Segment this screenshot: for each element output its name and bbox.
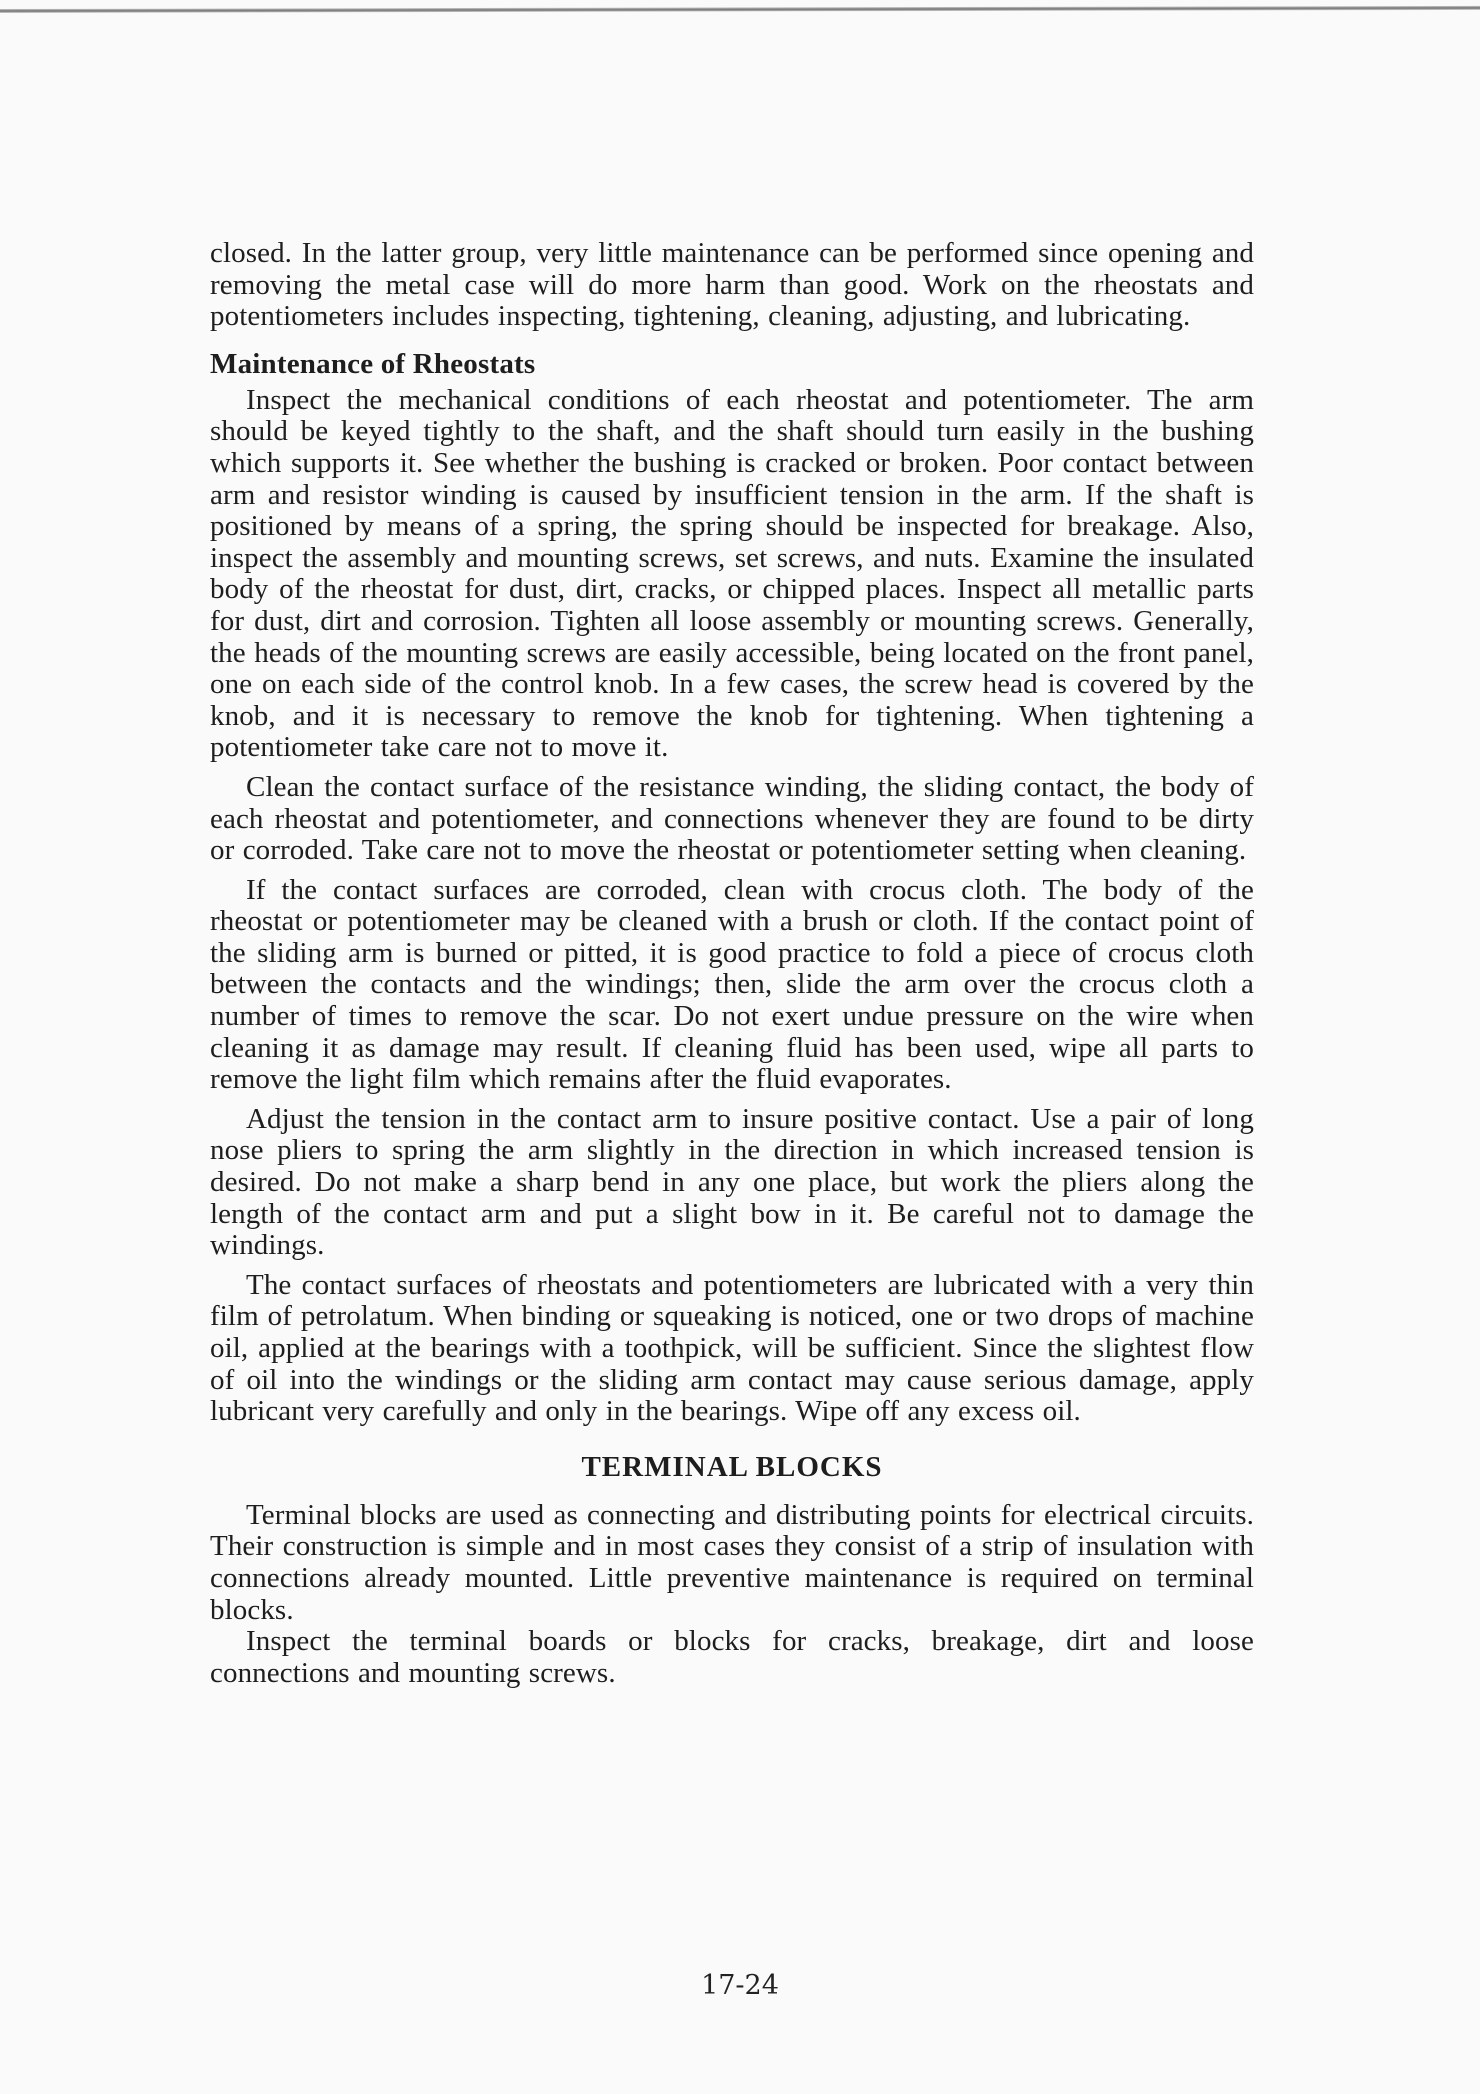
paragraph-terminal-blocks-intro: Terminal blocks are used as connecting and distributing points for electrical circuits. Their construction is simple and in most cases they consist of a strip of insulation with connections already mounted. Little preventive maintenance is required on terminal blocks.	[210, 1498, 1254, 1626]
paragraph-clean: Clean the contact surface of the resistance winding, the sliding contact, the body of each rheostat and potentiometer, and connections whenever they are found to be dirty or corroded. Take care not to move the rheostat or potentiometer setting when cleaning.	[210, 770, 1254, 867]
paragraph-lubricate: The contact surfaces of rheostats and potentiometers are lubricated with a very thin film of petrolatum. When binding or squeaking is noticed, one or two drops of machine oil, applied at the bearings with a toothpick, will be sufficient. Since the slightest flow of oil into the windings or the sliding arm contact may cause serious damage, apply lubricant very carefully and only in the bearings. Wipe off any excess oil.	[210, 1268, 1254, 1428]
scan-edge-rule	[0, 6, 1480, 13]
section-heading: TERMINAL BLOCKS	[581, 1450, 883, 1483]
paragraph-corroded: If the contact surfaces are corroded, clean with crocus cloth. The body of the rheostat or potentiometer may be cleaned with a brush or cloth. If the contact point of the sliding arm is burned or pitted, it is good practice to fold a piece of crocus cloth between the contacts and the windings; then, slide the arm over the crocus cloth a number of times to remove the scar. Do not exert undue pressure on the wire when cleaning it as damage may result. If cleaning fluid has been used, wipe all parts to remove the light film which remains after the fluid evaporates.	[210, 873, 1254, 1096]
terminal-blocks-section	[210, 1450, 1254, 1690]
paragraph-inspect: Inspect the mechanical conditions of each rheostat and potentiometer. The arm should be keyed tightly to the shaft, and the shaft should turn easily in the bushing which supports it. See whether the bushing is cracked or broken. Poor contact between arm and resistor winding is caused by insufficient tension in the arm. If the shaft is positioned by means of a spring, the spring should be inspected for breakage. Also, inspect the assembly and mounting screws, set screws, and nuts. Examine the insulated body of the rheostat for dust, dirt, cracks, or chipped places. Inspect all metallic parts for dust, dirt and corrosion. Tighten all loose assembly or mounting screws. Generally, the heads of the mounting screws are easily accessible, being located on the front panel, one on each side of the control knob. In a few cases, the screw head is covered by the knob, and it is necessary to remove the knob for tightening. When tightening a potentiometer take care not to move it.	[210, 383, 1254, 764]
subsection-heading: Maintenance of Rheostats	[210, 347, 536, 380]
page-body	[210, 238, 1254, 1689]
continuation-paragraph: closed. In the latter group, very little maintenance can be performed since opening and removing the metal case will do more harm than good. Work on the rheostats and potentiometers includes inspecting, tightening, cleaning, adjusting, and lubricating.	[210, 237, 1254, 333]
paragraph-terminal-blocks-inspect: Inspect the terminal boards or blocks for cracks, breakage, dirt and loose connections and mounting screws.	[210, 1625, 1254, 1689]
maintenance-of-rheostats-section	[210, 347, 1254, 1428]
page-number: 17-24	[701, 1970, 779, 2001]
paragraph-adjust: Adjust the tension in the contact arm to insure positive contact. Use a pair of long nose pliers to spring the arm slightly in the direction in which increased tension is desired. Do not make a sharp bend in any one place, but work the pliers along the length of the contact arm and put a slight bow in it. Be careful not to damage the windings.	[210, 1102, 1254, 1262]
